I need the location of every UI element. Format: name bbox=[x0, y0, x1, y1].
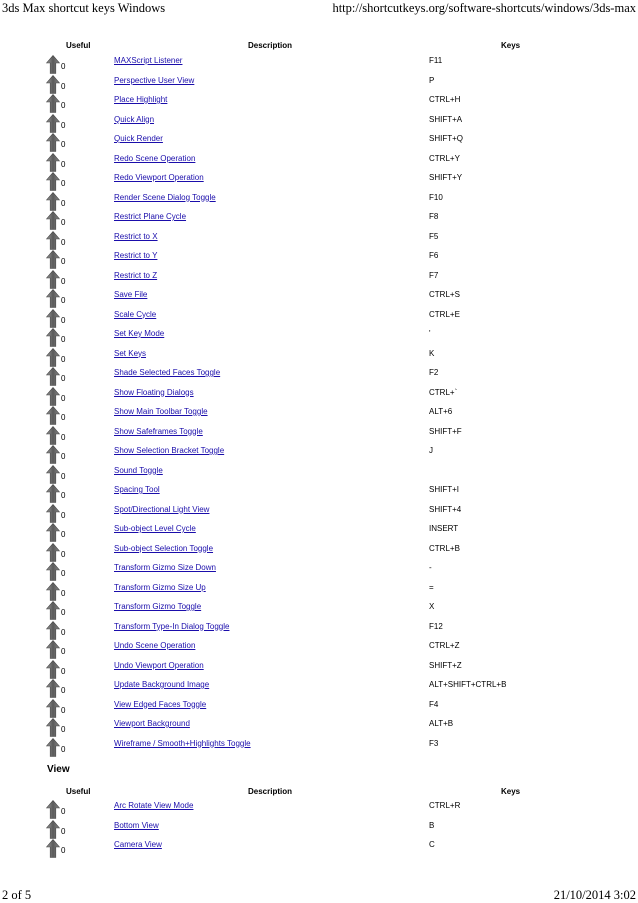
table-row bbox=[0, 328, 638, 348]
upvote-button[interactable] bbox=[46, 504, 68, 523]
shortcut-description-link[interactable]: Perspective User View bbox=[114, 75, 195, 85]
vote-count: 0 bbox=[61, 237, 66, 247]
table-row bbox=[0, 133, 638, 153]
upvote-button[interactable] bbox=[46, 289, 68, 308]
table-row bbox=[0, 543, 638, 563]
shortcut-description-link[interactable]: Redo Scene Operation bbox=[114, 153, 196, 163]
shortcut-key: SHIFT+F bbox=[429, 426, 462, 436]
shortcut-key: C bbox=[429, 840, 435, 849]
upvote-button[interactable] bbox=[46, 387, 68, 406]
upvote-button[interactable] bbox=[46, 250, 68, 269]
vote-count: 0 bbox=[61, 569, 66, 578]
table-row bbox=[0, 114, 638, 134]
vote-count: 0 bbox=[61, 62, 66, 71]
page-footer-number: 2 of 5 bbox=[2, 888, 32, 902]
table-row bbox=[0, 445, 638, 465]
upvote-button[interactable] bbox=[46, 660, 68, 679]
vote-count: 0 bbox=[61, 179, 66, 188]
vote-count: 0 bbox=[61, 549, 66, 559]
column-header-useful: Useful bbox=[66, 41, 91, 50]
shortcut-description-link[interactable]: Render Scene Dialog Toggle bbox=[114, 192, 216, 202]
shortcut-key: CTRL+Y bbox=[429, 153, 460, 163]
vote-count: 0 bbox=[61, 608, 66, 617]
upvote-button[interactable] bbox=[46, 367, 68, 386]
table-row bbox=[0, 679, 638, 699]
shortcut-key: ALT+B bbox=[429, 719, 454, 728]
shortcut-description-link[interactable]: Camera View bbox=[114, 840, 162, 849]
table-row bbox=[0, 426, 638, 446]
column-header-useful: Useful bbox=[66, 787, 91, 796]
shortcut-description-link[interactable]: Restrict Plane Cycle bbox=[114, 212, 187, 221]
shortcut-key: SHIFT+Z bbox=[429, 660, 462, 670]
shortcut-description-link[interactable]: Viewport Background bbox=[114, 719, 190, 728]
table-row bbox=[0, 309, 638, 329]
shortcut-description-link[interactable]: Show Main Toolbar Toggle bbox=[114, 407, 208, 416]
shortcut-description-link[interactable]: Restrict to Y bbox=[114, 251, 158, 260]
upvote-button[interactable] bbox=[46, 601, 68, 620]
shortcut-key: F4 bbox=[429, 699, 439, 709]
shortcut-key: B bbox=[429, 820, 435, 830]
upvote-button[interactable] bbox=[46, 309, 68, 328]
upvote-button[interactable] bbox=[46, 640, 68, 659]
upvote-button[interactable] bbox=[46, 426, 68, 445]
vote-count: 0 bbox=[61, 159, 66, 169]
shortcut-key: CTRL+Z bbox=[429, 641, 460, 650]
shortcut-description-link[interactable]: Spot/Directional Light View bbox=[114, 504, 210, 514]
shortcut-key: SHIFT+I bbox=[429, 485, 460, 494]
shortcut-description-link[interactable]: Quick Align bbox=[114, 114, 155, 124]
vote-count: 0 bbox=[61, 120, 66, 130]
shortcut-key: SHIFT+Q bbox=[429, 134, 464, 143]
vote-count: 0 bbox=[61, 432, 66, 442]
table-row bbox=[0, 839, 638, 859]
shortcut-key: F10 bbox=[429, 192, 443, 202]
table-row bbox=[0, 800, 638, 820]
shortcut-description-link[interactable]: Sub-object Selection Toggle bbox=[114, 543, 214, 553]
shortcut-key: F6 bbox=[429, 251, 439, 260]
vote-count: 0 bbox=[61, 374, 66, 383]
shortcut-key: ' bbox=[429, 329, 431, 338]
table-row bbox=[0, 601, 638, 621]
upvote-button[interactable] bbox=[46, 699, 68, 718]
shortcut-key: F11 bbox=[429, 56, 443, 65]
table-row bbox=[0, 94, 638, 114]
shortcut-key: CTRL+R bbox=[429, 801, 461, 810]
vote-count: 0 bbox=[61, 335, 66, 344]
shortcut-description-link[interactable]: Transform Gizmo Size Down bbox=[114, 563, 216, 572]
upvote-button[interactable] bbox=[46, 114, 68, 133]
upvote-button[interactable] bbox=[46, 406, 68, 425]
table-row bbox=[0, 55, 638, 75]
table-header bbox=[0, 787, 638, 799]
shortcut-key: CTRL+H bbox=[429, 95, 461, 104]
shortcut-description-link[interactable]: Arc Rotate View Mode bbox=[114, 801, 194, 810]
upvote-button[interactable] bbox=[46, 679, 68, 698]
shortcut-key: K bbox=[429, 348, 435, 358]
shortcut-key: ALT+SHIFT+CTRL+B bbox=[429, 680, 507, 689]
shortcut-key: - bbox=[429, 563, 432, 572]
upvote-button[interactable] bbox=[46, 211, 68, 230]
vote-count: 0 bbox=[61, 218, 66, 227]
upvote-button[interactable] bbox=[46, 75, 68, 94]
table-row bbox=[0, 562, 638, 582]
vote-count: 0 bbox=[61, 140, 66, 149]
upvote-button[interactable] bbox=[46, 484, 68, 503]
shortcut-description-link[interactable]: Undo Viewport Operation bbox=[114, 660, 204, 670]
section-title-view: View bbox=[47, 764, 70, 775]
upvote-button[interactable] bbox=[46, 270, 68, 289]
shortcut-description-link[interactable]: Sound Toggle bbox=[114, 465, 163, 475]
shortcut-key: SHIFT+A bbox=[429, 114, 463, 124]
vote-count: 0 bbox=[61, 744, 66, 754]
shortcut-key: SHIFT+Y bbox=[429, 173, 463, 182]
shortcut-key: F2 bbox=[429, 368, 439, 377]
shortcut-description-link[interactable]: Restrict to Z bbox=[114, 270, 158, 280]
table-row bbox=[0, 718, 638, 738]
shortcut-key: P bbox=[429, 75, 435, 85]
vote-count: 0 bbox=[61, 588, 66, 598]
vote-count: 0 bbox=[61, 491, 66, 500]
vote-count: 0 bbox=[61, 686, 66, 695]
vote-count: 0 bbox=[61, 530, 66, 539]
column-header-description: Description bbox=[248, 787, 293, 796]
upvote-button[interactable] bbox=[46, 153, 68, 172]
table-row bbox=[0, 387, 638, 407]
upvote-button[interactable] bbox=[46, 523, 68, 542]
column-header-description: Description bbox=[248, 41, 293, 50]
page-header-title: 3ds Max shortcut keys Windows bbox=[2, 1, 166, 15]
shortcut-description-link[interactable]: Set Keys bbox=[114, 348, 147, 358]
column-header-keys: Keys bbox=[501, 41, 521, 50]
upvote-button[interactable] bbox=[46, 94, 68, 113]
shortcut-description-link[interactable]: Undo Scene Operation bbox=[114, 641, 196, 650]
table-row bbox=[0, 738, 638, 758]
table-row bbox=[0, 621, 638, 641]
upvote-button[interactable] bbox=[46, 231, 68, 250]
table-row bbox=[0, 504, 638, 524]
shortcut-description-link[interactable]: Show Floating Dialogs bbox=[114, 387, 194, 397]
shortcut-description-link[interactable]: View Edged Faces Toggle bbox=[114, 699, 207, 709]
shortcut-description-link[interactable]: Transform Gizmo Size Up bbox=[114, 582, 206, 592]
shortcut-key: CTRL+E bbox=[429, 309, 460, 319]
table-row bbox=[0, 582, 638, 602]
vote-count: 0 bbox=[61, 510, 66, 520]
vote-count: 0 bbox=[61, 452, 66, 461]
table-row bbox=[0, 406, 638, 426]
table-row bbox=[0, 75, 638, 95]
vote-count: 0 bbox=[61, 198, 66, 208]
upvote-button[interactable] bbox=[46, 133, 68, 152]
shortcut-key: F12 bbox=[429, 621, 443, 631]
shortcut-key: CTRL+B bbox=[429, 543, 460, 553]
table-header bbox=[0, 41, 638, 53]
vote-count: 0 bbox=[61, 276, 66, 286]
shortcut-key: X bbox=[429, 602, 435, 611]
shortcut-key: ALT+6 bbox=[429, 407, 453, 416]
vote-count: 0 bbox=[61, 627, 66, 637]
shortcut-description-link[interactable]: Bottom View bbox=[114, 820, 159, 830]
table-row bbox=[0, 211, 638, 231]
column-header-keys: Keys bbox=[501, 787, 521, 796]
shortcut-key: F3 bbox=[429, 738, 439, 748]
shortcut-key: = bbox=[429, 582, 434, 592]
vote-count: 0 bbox=[61, 413, 66, 422]
shortcut-description-link[interactable]: Sub-object Level Cycle bbox=[114, 524, 196, 533]
shortcut-description-link[interactable]: Update Background Image bbox=[114, 680, 210, 689]
shortcut-key: F7 bbox=[429, 270, 439, 280]
table-row bbox=[0, 289, 638, 309]
table-row bbox=[0, 465, 638, 485]
shortcut-description-link[interactable]: Restrict to X bbox=[114, 231, 158, 241]
upvote-button[interactable] bbox=[46, 582, 68, 601]
shortcut-key: J bbox=[429, 446, 433, 455]
shortcut-key: INSERT bbox=[429, 524, 459, 533]
shortcut-description-link[interactable]: Scale Cycle bbox=[114, 309, 157, 319]
vote-count: 0 bbox=[61, 666, 66, 676]
upvote-button[interactable] bbox=[46, 328, 68, 347]
upvote-button[interactable] bbox=[46, 445, 68, 464]
upvote-button[interactable] bbox=[46, 465, 68, 484]
shortcut-key: F8 bbox=[429, 212, 439, 221]
upvote-button[interactable] bbox=[46, 800, 68, 819]
table-row bbox=[0, 367, 638, 387]
table-row bbox=[0, 820, 638, 840]
shortcut-description-link[interactable]: Show Selection Bracket Toggle bbox=[114, 446, 225, 455]
shortcut-description-link[interactable]: Wireframe / Smooth+Highlights Toggle bbox=[114, 738, 251, 748]
shortcut-description-link[interactable]: Spacing Tool bbox=[114, 485, 160, 494]
upvote-button[interactable] bbox=[46, 621, 68, 640]
table-row bbox=[0, 270, 638, 290]
vote-count: 0 bbox=[61, 315, 66, 325]
shortcut-key: CTRL+S bbox=[429, 290, 460, 299]
shortcut-description-link[interactable]: Shade Selected Faces Toggle bbox=[114, 368, 221, 377]
vote-count: 0 bbox=[61, 257, 66, 266]
shortcut-description-link[interactable]: Redo Viewport Operation bbox=[114, 173, 204, 182]
vote-count: 0 bbox=[61, 81, 66, 91]
table-row bbox=[0, 153, 638, 173]
shortcut-description-link[interactable]: Set Key Mode bbox=[114, 329, 165, 338]
upvote-button[interactable] bbox=[46, 192, 68, 211]
vote-count: 0 bbox=[61, 393, 66, 403]
shortcut-description-link[interactable]: Transform Type-In Dialog Toggle bbox=[114, 621, 230, 631]
vote-count: 0 bbox=[61, 826, 66, 836]
vote-count: 0 bbox=[61, 807, 66, 816]
vote-count: 0 bbox=[61, 846, 66, 855]
upvote-button[interactable] bbox=[46, 543, 68, 562]
vote-count: 0 bbox=[61, 296, 66, 305]
vote-count: 0 bbox=[61, 647, 66, 656]
table-row bbox=[0, 484, 638, 504]
page-header-url: http://shortcutkeys.org/software-shortcuts/windows/3ds-max bbox=[332, 1, 636, 15]
vote-count: 0 bbox=[61, 705, 66, 715]
shortcut-description-link[interactable]: Save File bbox=[114, 290, 148, 299]
upvote-button[interactable] bbox=[46, 738, 68, 757]
shortcut-key: CTRL+` bbox=[429, 387, 458, 397]
upvote-button[interactable] bbox=[46, 839, 68, 858]
table-row bbox=[0, 250, 638, 270]
table-row bbox=[0, 660, 638, 680]
table-row bbox=[0, 231, 638, 251]
shortcut-description-link[interactable]: Show Safeframes Toggle bbox=[114, 426, 203, 436]
upvote-button[interactable] bbox=[46, 172, 68, 191]
table-row bbox=[0, 523, 638, 543]
shortcut-key: F5 bbox=[429, 231, 439, 241]
shortcut-description-link[interactable]: Quick Render bbox=[114, 134, 163, 143]
vote-count: 0 bbox=[61, 725, 66, 734]
vote-count: 0 bbox=[61, 354, 66, 364]
shortcut-description-link[interactable]: MAXScript Listener bbox=[114, 56, 183, 65]
shortcut-description-link[interactable]: Transform Gizmo Toggle bbox=[114, 602, 202, 611]
shortcut-description-link[interactable]: Place Highlight bbox=[114, 95, 168, 104]
upvote-button[interactable] bbox=[46, 820, 68, 839]
upvote-button[interactable] bbox=[46, 55, 68, 74]
upvote-button[interactable] bbox=[46, 562, 68, 581]
table-row bbox=[0, 172, 638, 192]
vote-count: 0 bbox=[61, 101, 66, 110]
table-row bbox=[0, 348, 638, 368]
table-row bbox=[0, 192, 638, 212]
table-row bbox=[0, 640, 638, 660]
page-footer-datetime: 21/10/2014 3:02 bbox=[553, 888, 636, 902]
upvote-button[interactable] bbox=[46, 348, 68, 367]
upvote-button[interactable] bbox=[46, 718, 68, 737]
vote-count: 0 bbox=[61, 471, 66, 481]
shortcut-key: SHIFT+4 bbox=[429, 504, 462, 514]
table-row bbox=[0, 699, 638, 719]
